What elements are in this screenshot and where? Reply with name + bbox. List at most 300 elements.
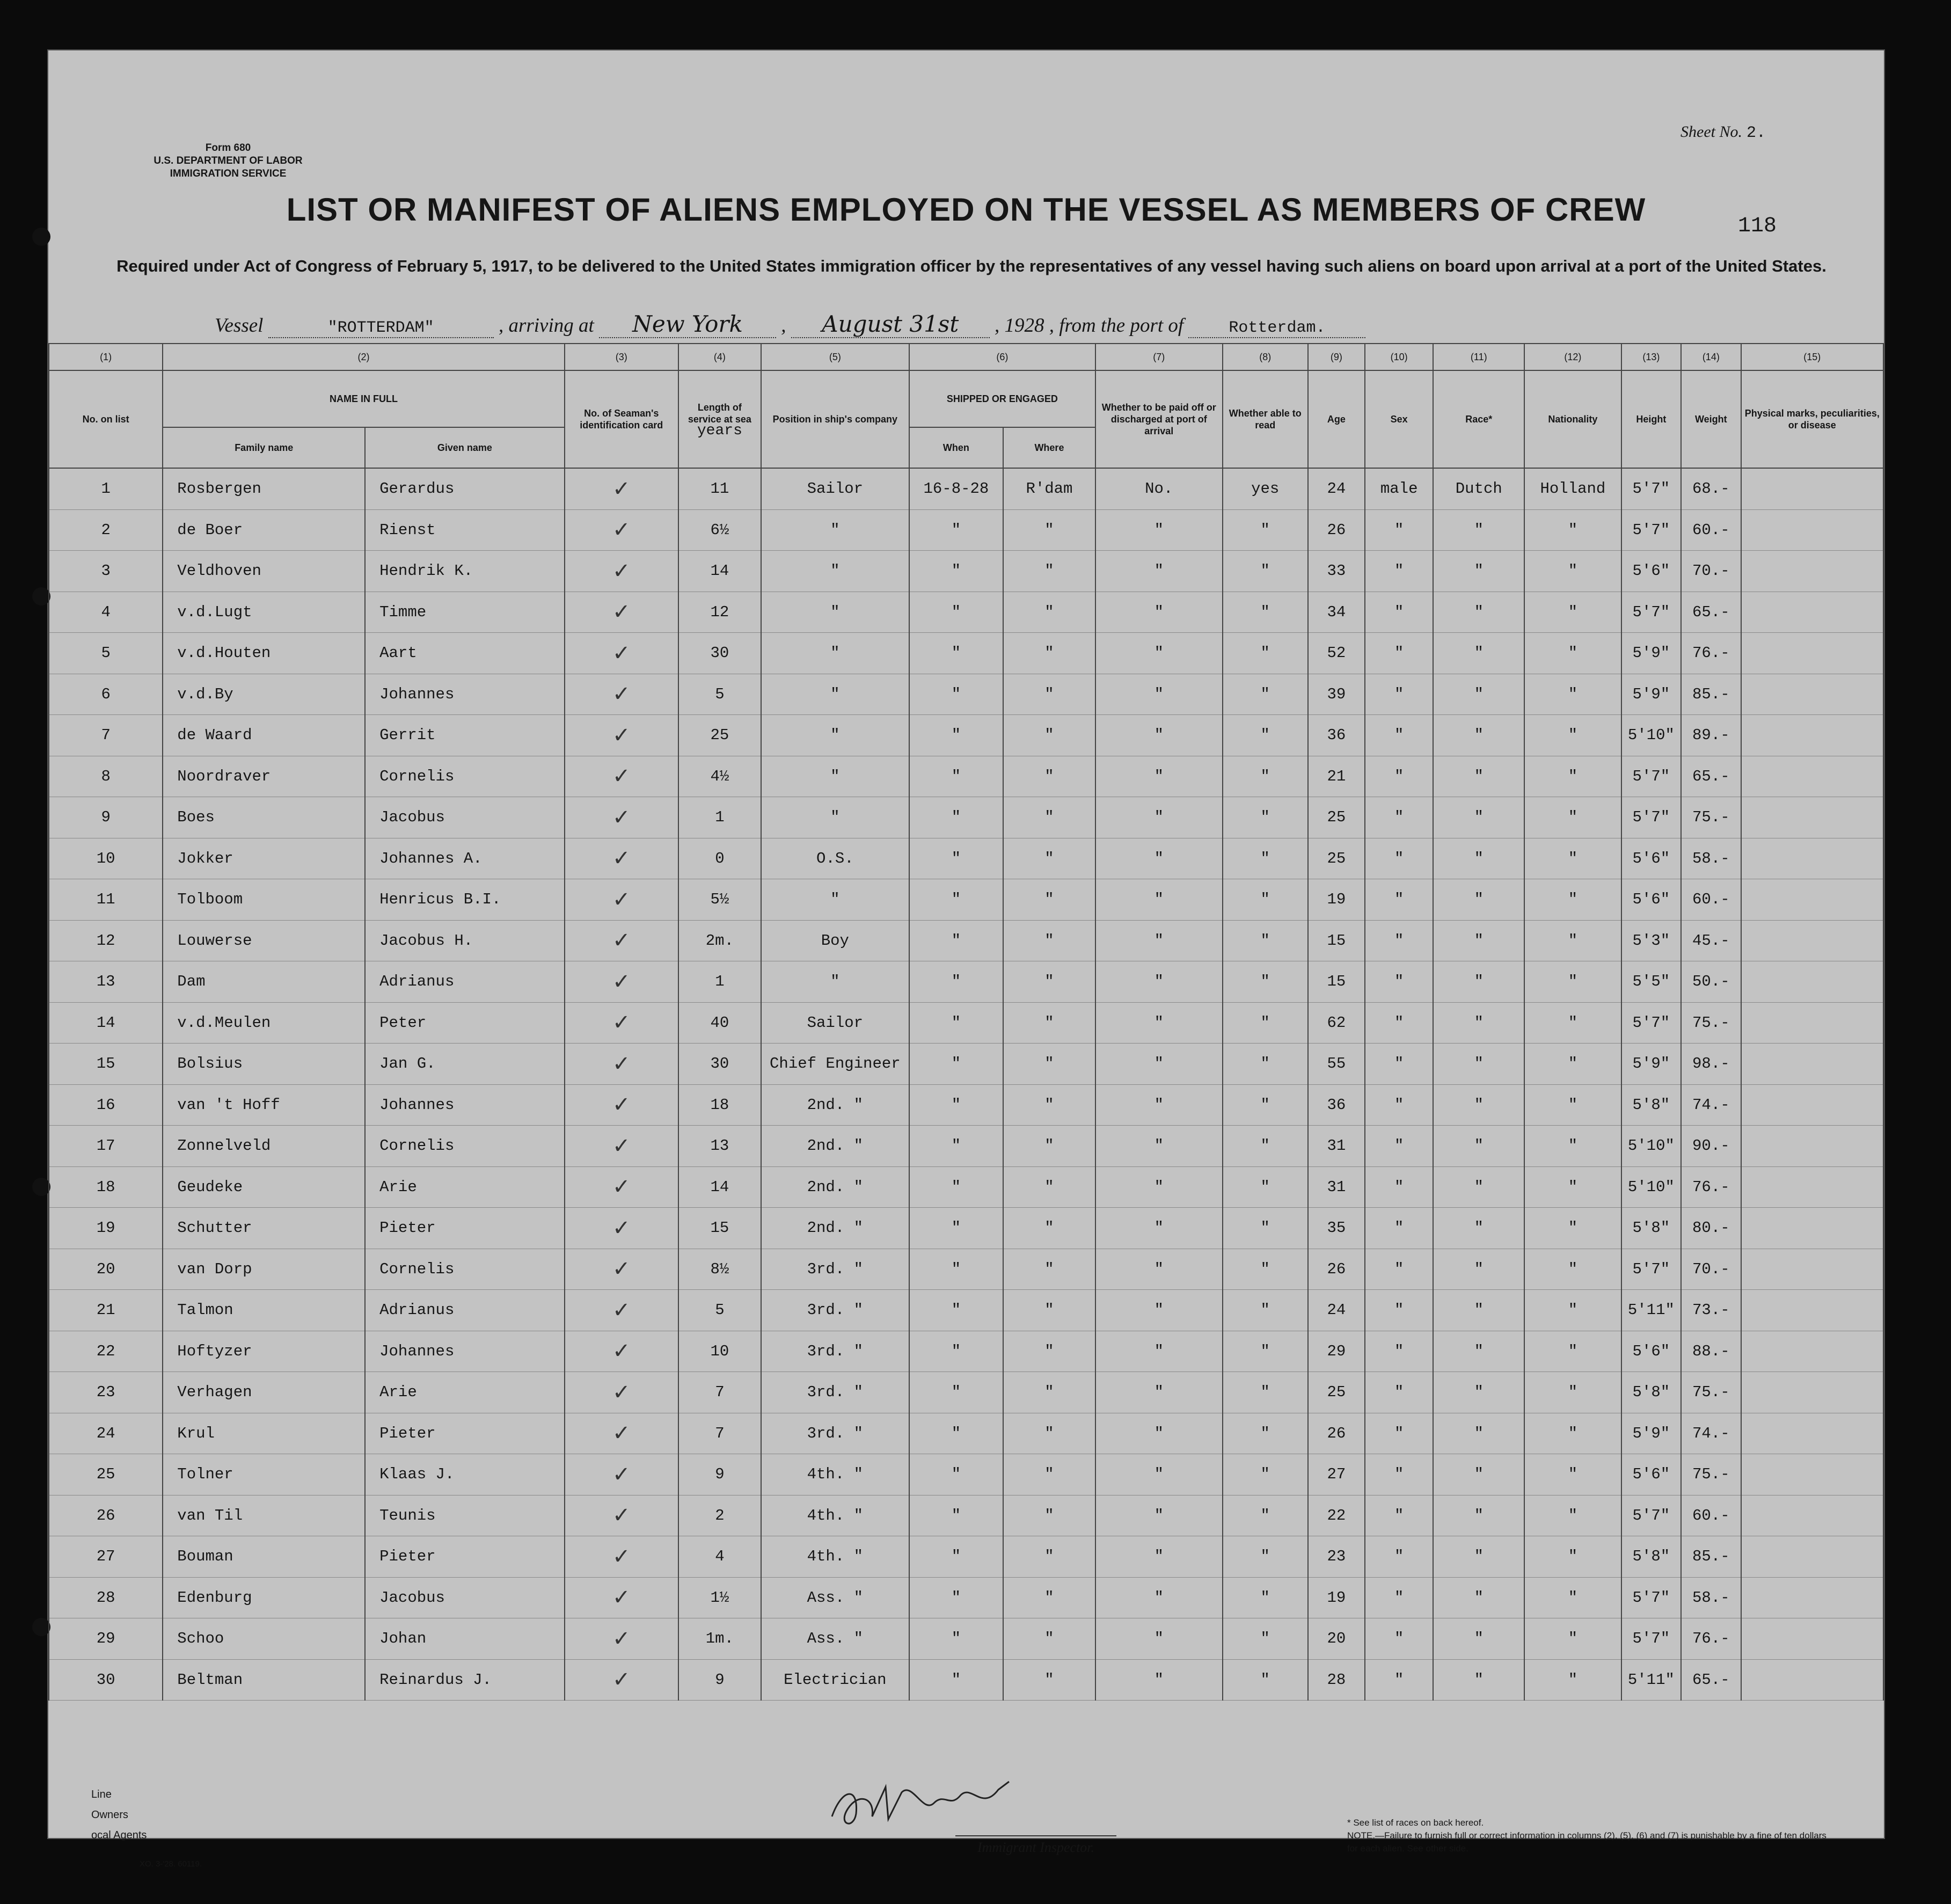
weight-cell: 89.- (1681, 715, 1741, 756)
given-name-cell: Adrianus (365, 1290, 565, 1331)
table-row (49, 468, 1883, 509)
able-to-read-cell: " (1223, 1659, 1308, 1701)
height-cell: 5'6" (1621, 551, 1681, 592)
paid-off-cell: " (1095, 838, 1223, 879)
height-cell: 5'10" (1621, 1166, 1681, 1208)
family-name-cell: Dam (163, 961, 365, 1003)
shipped-when-cell: " (909, 961, 1003, 1003)
nationality-cell: " (1524, 1002, 1621, 1044)
family-name-cell: Rosbergen (163, 468, 365, 509)
footnote-note: NOTE.—Failure to furnish full or correct information in columns (2), (5), (6) and (7) is punishable by a fine of ten dollars for each alien. See other side. (1347, 1830, 1826, 1854)
physical-marks-cell (1741, 961, 1883, 1003)
paid-off-cell: " (1095, 797, 1223, 838)
table-row (49, 1659, 1883, 1701)
family-name-cell: Zonnelveld (163, 1126, 365, 1167)
inspector-label: Immigrant Inspector. (955, 1835, 1116, 1856)
shipped-when-cell: " (909, 551, 1003, 592)
table-row (49, 756, 1883, 797)
seamans-card-check-cell: ✓ (565, 674, 678, 715)
paid-off-cell: " (1095, 1044, 1223, 1085)
race-cell: " (1433, 551, 1524, 592)
length-of-service-cell: 5 (678, 1290, 761, 1331)
nationality-cell: " (1524, 1290, 1621, 1331)
age-cell: 25 (1308, 838, 1365, 879)
height-cell: 5'7" (1621, 797, 1681, 838)
weight-cell: 75.- (1681, 1002, 1741, 1044)
service: IMMIGRATION SERVICE (170, 168, 287, 179)
nationality-cell: " (1524, 920, 1621, 961)
height-cell: 5'8" (1621, 1208, 1681, 1249)
family-name-cell: Veldhoven (163, 551, 365, 592)
position-cell: 3rd. " (761, 1331, 909, 1372)
paid-off-cell: " (1095, 1413, 1223, 1454)
shipped-where-cell: " (1003, 1331, 1095, 1372)
shipped-where-cell: " (1003, 1126, 1095, 1167)
header-position: Position in ship's company (761, 370, 909, 468)
position-cell: " (761, 592, 909, 633)
race-cell: " (1433, 1002, 1524, 1044)
sex-cell: " (1365, 1659, 1433, 1701)
col-num: (10) (1365, 344, 1433, 370)
row-number-cell: 6 (49, 674, 163, 715)
row-number-cell: 5 (49, 633, 163, 674)
shipped-where-cell: " (1003, 1536, 1095, 1578)
col-num: (11) (1433, 344, 1524, 370)
seamans-card-check-cell: ✓ (565, 1126, 678, 1167)
sex-cell: " (1365, 1044, 1433, 1085)
height-cell: 5'11" (1621, 1290, 1681, 1331)
shipped-where-cell: " (1003, 1208, 1095, 1249)
age-cell: 35 (1308, 1208, 1365, 1249)
physical-marks-cell (1741, 551, 1883, 592)
given-name-cell: Adrianus (365, 961, 565, 1003)
nationality-cell: " (1524, 1536, 1621, 1578)
physical-marks-cell (1741, 838, 1883, 879)
position-cell: 3rd. " (761, 1372, 909, 1413)
col-num: (1) (49, 344, 163, 370)
paid-off-cell: " (1095, 756, 1223, 797)
header-sex: Sex (1365, 370, 1433, 468)
col-num: (4) (678, 344, 761, 370)
family-name-cell: v.d.Meulen (163, 1002, 365, 1044)
age-cell: 25 (1308, 1372, 1365, 1413)
shipped-where-cell: " (1003, 1249, 1095, 1290)
seamans-card-check-cell: ✓ (565, 1084, 678, 1126)
punch-hole (32, 1178, 50, 1196)
length-of-service-cell: 9 (678, 1454, 761, 1496)
seamans-card-check-cell: ✓ (565, 1454, 678, 1496)
race-cell: " (1433, 1577, 1524, 1618)
shipped-when-cell: " (909, 1372, 1003, 1413)
paid-off-cell: " (1095, 1249, 1223, 1290)
family-name-cell: v.d.Lugt (163, 592, 365, 633)
shipped-when-cell: " (909, 1290, 1003, 1331)
given-name-cell: Jacobus (365, 1577, 565, 1618)
table-row (49, 551, 1883, 592)
row-number-cell: 14 (49, 1002, 163, 1044)
seamans-card-check-cell: ✓ (565, 1331, 678, 1372)
race-cell: " (1433, 879, 1524, 921)
age-cell: 31 (1308, 1166, 1365, 1208)
height-cell: 5'8" (1621, 1084, 1681, 1126)
table-row (49, 879, 1883, 921)
family-name-cell: v.d.Houten (163, 633, 365, 674)
nationality-cell: " (1524, 674, 1621, 715)
seamans-card-check-cell: ✓ (565, 509, 678, 551)
position-cell: 4th. " (761, 1495, 909, 1536)
seamans-card-check-cell: ✓ (565, 1002, 678, 1044)
nationality-cell: " (1524, 1084, 1621, 1126)
race-cell: " (1433, 1372, 1524, 1413)
paid-off-cell: " (1095, 1577, 1223, 1618)
nationality-cell: " (1524, 961, 1621, 1003)
length-of-service-cell: 9 (678, 1659, 761, 1701)
length-of-service-cell: 7 (678, 1372, 761, 1413)
race-cell: " (1433, 1618, 1524, 1660)
weight-cell: 70.- (1681, 1249, 1741, 1290)
weight-cell: 68.- (1681, 468, 1741, 509)
paid-off-cell: " (1095, 1002, 1223, 1044)
seamans-card-check-cell: ✓ (565, 633, 678, 674)
height-cell: 5'9" (1621, 1413, 1681, 1454)
nationality-cell: " (1524, 1618, 1621, 1660)
shipped-when-cell: " (909, 674, 1003, 715)
row-number-cell: 2 (49, 509, 163, 551)
shipped-where-cell: " (1003, 1495, 1095, 1536)
able-to-read-cell: " (1223, 1002, 1308, 1044)
seamans-card-check-cell: ✓ (565, 797, 678, 838)
weight-cell: 90.- (1681, 1126, 1741, 1167)
sex-cell: " (1365, 1536, 1433, 1578)
physical-marks-cell (1741, 1331, 1883, 1372)
table-row (49, 838, 1883, 879)
position-cell: " (761, 551, 909, 592)
table-row (49, 674, 1883, 715)
race-cell: " (1433, 961, 1524, 1003)
sheet-label: Sheet No. (1680, 123, 1742, 141)
row-number-cell: 10 (49, 838, 163, 879)
physical-marks-cell (1741, 797, 1883, 838)
length-of-service-cell: 6½ (678, 509, 761, 551)
position-cell: Sailor (761, 468, 909, 509)
row-number-cell: 11 (49, 879, 163, 921)
seamans-card-check-cell: ✓ (565, 1372, 678, 1413)
header-where: Where (1003, 427, 1095, 468)
footer-owners: Owners (91, 1809, 128, 1821)
paid-off-cell: " (1095, 1454, 1223, 1496)
given-name-cell: Timme (365, 592, 565, 633)
position-cell: " (761, 756, 909, 797)
col-num: (8) (1223, 344, 1308, 370)
shipped-where-cell: " (1003, 509, 1095, 551)
position-cell: 3rd. " (761, 1413, 909, 1454)
shipped-where-cell: " (1003, 1659, 1095, 1701)
paid-off-cell: " (1095, 1618, 1223, 1660)
sex-cell: " (1365, 920, 1433, 961)
weight-cell: 75.- (1681, 1372, 1741, 1413)
table-row (49, 1454, 1883, 1496)
paid-off-cell: " (1095, 961, 1223, 1003)
row-number-cell: 25 (49, 1454, 163, 1496)
paid-off-cell: " (1095, 633, 1223, 674)
physical-marks-cell (1741, 715, 1883, 756)
paid-off-cell: " (1095, 1495, 1223, 1536)
given-name-cell: Arie (365, 1372, 565, 1413)
length-of-service-cell: 4½ (678, 756, 761, 797)
shipped-when-cell: " (909, 1536, 1003, 1578)
shipped-when-cell: " (909, 1208, 1003, 1249)
row-number-cell: 21 (49, 1290, 163, 1331)
header-length-service (678, 370, 761, 468)
punch-hole (32, 1618, 50, 1636)
race-cell: " (1433, 592, 1524, 633)
paid-off-cell: " (1095, 715, 1223, 756)
nationality-cell: " (1524, 1413, 1621, 1454)
given-name-cell: Klaas J. (365, 1454, 565, 1496)
paid-off-cell: " (1095, 1208, 1223, 1249)
able-to-read-cell: " (1223, 1084, 1308, 1126)
shipped-when-cell: " (909, 1249, 1003, 1290)
row-number-cell: 24 (49, 1413, 163, 1454)
shipped-when-cell: " (909, 1044, 1003, 1085)
sex-cell: " (1365, 1126, 1433, 1167)
able-to-read-cell: " (1223, 797, 1308, 838)
length-of-service-cell: 0 (678, 838, 761, 879)
family-name-cell: Verhagen (163, 1372, 365, 1413)
shipped-when-cell: " (909, 1495, 1003, 1536)
height-cell: 5'3" (1621, 920, 1681, 961)
arriving-port: New York (632, 311, 743, 337)
able-to-read-cell: " (1223, 1495, 1308, 1536)
weight-cell: 75.- (1681, 1454, 1741, 1496)
paid-off-cell: " (1095, 1372, 1223, 1413)
position-cell: 2nd. " (761, 1126, 909, 1167)
weight-cell: 85.- (1681, 674, 1741, 715)
length-of-service-cell: 10 (678, 1331, 761, 1372)
row-number-cell: 22 (49, 1331, 163, 1372)
able-to-read-cell: " (1223, 1044, 1308, 1085)
height-cell: 5'6" (1621, 1331, 1681, 1372)
arriving-label: , arriving at (498, 315, 594, 337)
manifest-sheet (47, 49, 1885, 1869)
age-cell: 21 (1308, 756, 1365, 797)
length-of-service-cell: 18 (678, 1084, 761, 1126)
family-name-cell: Geudeke (163, 1166, 365, 1208)
paid-off-cell: " (1095, 509, 1223, 551)
family-name-cell: Tolner (163, 1454, 365, 1496)
given-name-cell: Johannes (365, 1331, 565, 1372)
weight-cell: 76.- (1681, 633, 1741, 674)
nationality-cell: " (1524, 1208, 1621, 1249)
row-number-cell: 20 (49, 1249, 163, 1290)
height-cell: 5'7" (1621, 1249, 1681, 1290)
shipped-where-cell: " (1003, 1084, 1095, 1126)
shipped-where-cell: " (1003, 838, 1095, 879)
row-number-cell: 18 (49, 1166, 163, 1208)
race-cell: " (1433, 1044, 1524, 1085)
sex-cell: " (1365, 879, 1433, 921)
table-row (49, 797, 1883, 838)
given-name-cell: Johannes A. (365, 838, 565, 879)
age-cell: 20 (1308, 1618, 1365, 1660)
given-name-cell: Johannes (365, 1084, 565, 1126)
weight-cell: 58.- (1681, 1577, 1741, 1618)
paid-off-cell: " (1095, 674, 1223, 715)
nationality-cell: " (1524, 756, 1621, 797)
seamans-card-check-cell: ✓ (565, 1290, 678, 1331)
position-cell: 4th. " (761, 1454, 909, 1496)
race-cell: " (1433, 1413, 1524, 1454)
family-name-cell: Schoo (163, 1618, 365, 1660)
physical-marks-cell (1741, 1413, 1883, 1454)
weight-cell: 74.- (1681, 1413, 1741, 1454)
position-cell: " (761, 509, 909, 551)
sex-cell: " (1365, 838, 1433, 879)
seamans-card-check-cell: ✓ (565, 1577, 678, 1618)
given-name-cell: Jacobus (365, 797, 565, 838)
position-cell: Chief Engineer (761, 1044, 909, 1085)
length-of-service-cell: 15 (678, 1208, 761, 1249)
nationality-cell: " (1524, 797, 1621, 838)
form-number: Form 680 (205, 142, 251, 154)
header-shipped: SHIPPED OR ENGAGED (909, 370, 1095, 427)
table-row (49, 1044, 1883, 1085)
header-given-name: Given name (365, 427, 565, 468)
physical-marks-cell (1741, 674, 1883, 715)
shipped-where-cell: " (1003, 1166, 1095, 1208)
weight-cell: 60.- (1681, 879, 1741, 921)
height-cell: 5'10" (1621, 715, 1681, 756)
given-name-cell: Rienst (365, 509, 565, 551)
shipped-where-cell: " (1003, 756, 1095, 797)
able-to-read-cell: " (1223, 961, 1308, 1003)
crew-table-wrap (48, 343, 1884, 1701)
sex-cell: " (1365, 592, 1433, 633)
nationality-cell: " (1524, 1659, 1621, 1701)
row-number-cell: 23 (49, 1372, 163, 1413)
shipped-where-cell: " (1003, 1002, 1095, 1044)
race-cell: " (1433, 1208, 1524, 1249)
row-number-cell: 12 (49, 920, 163, 961)
weight-cell: 60.- (1681, 1495, 1741, 1536)
requirement-text: Required under Act of Congress of February 5, 1917, to be delivered to the United States immigration officer by the representatives of any vessel having such aliens on board upon arrival at a port of the United States. (116, 257, 1826, 275)
race-cell: " (1433, 838, 1524, 879)
nationality-cell: " (1524, 633, 1621, 674)
page-title: LIST OR MANIFEST OF ALIENS EMPLOYED ON THE VESSEL AS MEMBERS OF CREW (286, 192, 1646, 228)
family-name-cell: Bolsius (163, 1044, 365, 1085)
shipped-when-cell: " (909, 1331, 1003, 1372)
position-cell: " (761, 633, 909, 674)
nationality-cell: " (1524, 1166, 1621, 1208)
col-num: (7) (1095, 344, 1223, 370)
shipped-where-cell: " (1003, 1618, 1095, 1660)
column-number-row (49, 344, 1883, 370)
shipped-where-cell: " (1003, 797, 1095, 838)
age-cell: 36 (1308, 1084, 1365, 1126)
family-name-cell: Beltman (163, 1659, 365, 1701)
family-name-cell: Jokker (163, 838, 365, 879)
height-cell: 5'10" (1621, 1126, 1681, 1167)
table-row (49, 1577, 1883, 1618)
seamans-card-check-cell: ✓ (565, 551, 678, 592)
shipped-when-cell: " (909, 1002, 1003, 1044)
sex-cell: " (1365, 797, 1433, 838)
row-number-cell: 30 (49, 1659, 163, 1701)
footer-agents: ocal Agents (91, 1829, 147, 1841)
race-cell: " (1433, 1536, 1524, 1578)
family-name-cell: van Dorp (163, 1249, 365, 1290)
col-num: (14) (1681, 344, 1741, 370)
seamans-card-check-cell: ✓ (565, 1166, 678, 1208)
age-cell: 31 (1308, 1126, 1365, 1167)
sex-cell: " (1365, 1166, 1433, 1208)
nationality-cell: " (1524, 1372, 1621, 1413)
age-cell: 36 (1308, 715, 1365, 756)
given-name-cell: Gerrit (365, 715, 565, 756)
family-name-cell: de Boer (163, 509, 365, 551)
height-cell: 5'7" (1621, 756, 1681, 797)
sex-cell: " (1365, 1413, 1433, 1454)
shipped-when-cell: " (909, 1084, 1003, 1126)
given-name-cell: Cornelis (365, 1249, 565, 1290)
age-cell: 55 (1308, 1044, 1365, 1085)
physical-marks-cell (1741, 1536, 1883, 1578)
race-cell: " (1433, 1290, 1524, 1331)
able-to-read-cell: " (1223, 1126, 1308, 1167)
race-cell: " (1433, 1126, 1524, 1167)
header-when: When (909, 427, 1003, 468)
able-to-read-cell: " (1223, 715, 1308, 756)
seamans-card-check-cell: ✓ (565, 756, 678, 797)
col-num: (15) (1741, 344, 1883, 370)
given-name-cell: Jan G. (365, 1044, 565, 1085)
table-row (49, 1495, 1883, 1536)
physical-marks-cell (1741, 592, 1883, 633)
height-cell: 5'7" (1621, 1618, 1681, 1660)
height-cell: 5'7" (1621, 1002, 1681, 1044)
table-row (49, 633, 1883, 674)
age-cell: 23 (1308, 1536, 1365, 1578)
weight-cell: 60.- (1681, 509, 1741, 551)
physical-marks-cell (1741, 1454, 1883, 1496)
length-of-service-cell: 11 (678, 468, 761, 509)
race-cell: " (1433, 1495, 1524, 1536)
weight-cell: 76.- (1681, 1618, 1741, 1660)
position-cell: " (761, 715, 909, 756)
header-age: Age (1308, 370, 1365, 468)
age-cell: 34 (1308, 592, 1365, 633)
length-of-service-cell: 2m. (678, 920, 761, 961)
race-cell: Dutch (1433, 468, 1524, 509)
given-name-cell: Pieter (365, 1208, 565, 1249)
seamans-card-check-cell: ✓ (565, 468, 678, 509)
nationality-cell: " (1524, 1454, 1621, 1496)
race-cell: " (1433, 674, 1524, 715)
row-number-cell: 4 (49, 592, 163, 633)
family-name-cell: v.d.By (163, 674, 365, 715)
seamans-card-check-cell: ✓ (565, 920, 678, 961)
department: U.S. DEPARTMENT OF LABOR (154, 155, 303, 166)
age-cell: 22 (1308, 1495, 1365, 1536)
length-of-service-cell: 25 (678, 715, 761, 756)
able-to-read-cell: yes (1223, 468, 1308, 509)
table-row (49, 1618, 1883, 1660)
shipped-where-cell: " (1003, 1044, 1095, 1085)
able-to-read-cell: " (1223, 1331, 1308, 1372)
shipped-when-cell: " (909, 920, 1003, 961)
row-number-cell: 16 (49, 1084, 163, 1126)
shipped-where-cell: " (1003, 674, 1095, 715)
